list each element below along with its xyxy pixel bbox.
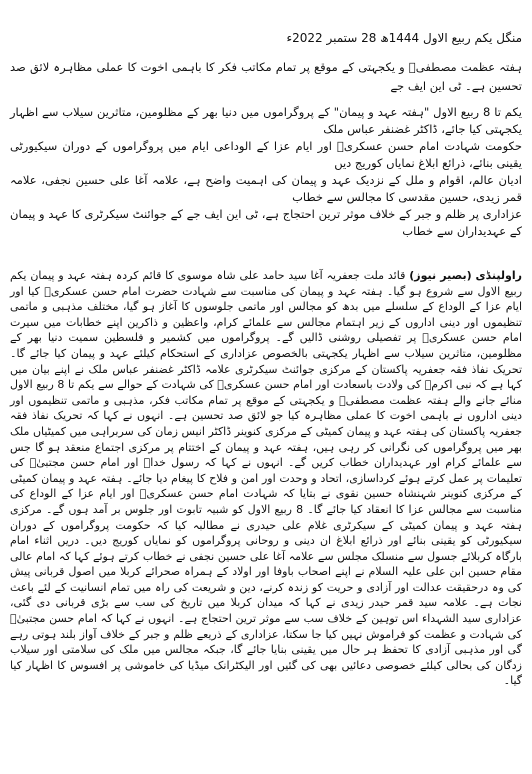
lead-paragraph: یکم تا 8 ربیع الاول "ہفتہ عہد و پیمان" کے پروگراموں میں دنیا بھر کے مظلومین، متاثرین سیلاب سے اظہار یکجہتی کیا جائے، ڈاکٹر غضنفر عباس ملک: [10, 105, 522, 136]
section-gap: [10, 240, 522, 268]
lead-block: [10, 104, 522, 240]
main-headline: ہفتہ عظمت مصطفیؐ و یکجہتی کے موقع پر تمام مکاتب فکر کا باہمی اخوت کا عملی مظاہرہ لائق صد تحسین ہے۔ ٹی این ایف جے: [10, 60, 522, 93]
lead-paragraph: عزاداری پر ظلم و جبر کے خلاف موثر ترین احتجاج ہے، ٹی این ایف جے کے جوائنٹ سیکرٹری کا عہد و پیمان کے عہدیداران سے خطاب: [10, 207, 522, 238]
story-body-block: [10, 268, 522, 689]
lead-paragraph: ادیان عالم، اقوام و ملل کے نزدیک عہد و پیمان کی اہمیت واضح ہے، علامہ آغا علی حسین نجفی، علامہ قمر زیدی، حسین مقدسی کا مجالس سے خطاب: [10, 173, 522, 204]
issue-dateline: منگل یکم ربیع الاول 1444ھ 28 ستمبر 2022ء: [286, 31, 522, 45]
story-location: راولپنڈی: [475, 269, 522, 282]
story-body: قائد ملت جعفریہ آغا سید حامد علی شاہ موسوی کا قائم کردہ ہفتہ عہد و پیمان یکم ربیع الاول سے شروع ہو گیا۔ ہفتہ عہد و پیمان کی مناسبت سے شہادت حضرت امام حسن عسکریؑ کیا اور ایام عزا کے الوداع کے سلسلے میں بدھ کو مجالس اور ماتمی جلوسوں کا آغاز ہو گیا، مختلف مذہبی و ماتمی تنظیموں اور دینی اداروں کے زیر اہتمام مجالس سے علمائے کرام، واعظین و ذاکرین اپنے خطابات میں سیرت امام حسن عسکریؑ پر تفصیلی روشنی ڈالیں گے۔ پروگراموں میں کشمیر و فلسطین سمیت دنیا بھر کے مظلومین، متاثرین سیلاب سے اظہار یکجہتی بالخصوص عزاداری کے استحکام کیلئے عہد و پیمان کیا جائے گا۔ تحریک نفاذ فقہ جعفریہ پاکستان کے مرکزی جوائنٹ سیکرٹری علامہ ڈاکٹر غضنفر عباس ملک نے اپنے بیان میں کہا ہے کہ نبی اکرمؐ کی ولادت باسعادت اور امام حسن عسکریؑ کی شہادت کے حوالے سے یکم تا 8 ربیع الاول منائے جانے والے ہفتہ عظمت مصطفیؐ و یکجہتی کے موقع پر تمام مکاتب فکر، مذہبی و ماتمی تنظیموں اور دینی اداروں نے باہمی اخوت کا عملی مظاہرہ کیا جو لائق صد تحسین ہے۔ انہوں نے کہا کہ تحریک نفاذ فقہ جعفریہ پاکستان کی ہفتہ عہد و پیمان کمیٹی کے مرکزی کنوینر ڈاکٹر انیس زمان کی سربراہی میں کمیٹیاں ملک بھر میں پروگراموں کی نگرانی کر رہی ہیں، ہفتہ عہد و پیمان کے اختتام پر مرکزی اجتماع منعقد ہو گا جس سے علمائے کرام اور عہدیداران خطاب کریں گے۔ انہوں نے کہا کہ رسول خداؐ اور امام حسن مجتبیٰؑ کی تعلیمات پر عمل کرتے ہوئے کرداسازی، اتحاد و وحدت اور امن و فلاح کا پیغام دیا جائے۔ ہفتہ عہد و پیمان کمیٹی کے مرکزی کنوینر شہنشاہ حسین نقوی نے بتایا کہ شہادت امام حسن عسکریؑ اور ایام عزا کے الوداع کی مناسبت سے مجالس عزا کا انعقاد کیا جائے گا۔ 8 ربیع الاول کو شبیہ تابوت اور جلوس بر آمد ہوں گے۔ مرکزی ہفتہ عہد و پیمان کمیٹی کے سیکرٹری غلام علی حیدری نے مطالبہ کیا کہ حکومت پروگراموں کے دوران سیکیورٹی کو یقینی بنائے اور ذرائع ابلاغ ان دینی و روحانی پروگراموں کو نمایاں کوریج دیں۔ دریں اثناء امام بارگاہ کربلائے جسول سے منسلک مجلس سے علامہ آغا علی حسین نجفی نے خطاب کرتے ہوئے کہا کہ امام عالی مقام حسین ابن علی علیہ السلام نے اپنے اصحاب باوفا اور اولاد کے ہمراہ صحرائے کربلا میں اصول قربانی پیش کی وہ درحقیقت عدالت اور آزادی و حریت کو زندہ کرنے، دین و شریعت کی راہ میں تمام انسانیت کے لئے باعث نجات ہے۔ علامہ سید قمر حیدر زیدی نے کہا کہ میدان کربلا میں تاریخ کی سب سے بڑی قربانی دی گئی، عزاداری سید الشہداء اس توہین کے خلاف سب سے موثر ترین احتجاج ہے۔ انہوں نے کہا کہ امام حسن مجتبیٰؑ کی شہادت و عظمت کو فراموش نہیں کیا جا سکتا، عزاداری کے ذریعے ظلم و جبر کے خلاف آواز بلند ہوتی رہے گی اور مذہبی آزادی کا تحفظ ہر حال میں یقینی بنایا جائے گا، جبکہ مجالس میں ملک کی سلامتی اور سیلاب زدگان کی بحالی کیلئے خصوصی دعائیں بھی کی گئیں اور الیکٹرانک میڈیا کی خاموشی پر افسوس کا اظہار کیا گیا۔: [10, 269, 523, 688]
story-agency: (بصیر نیوز): [409, 269, 472, 282]
lead-paragraph: حکومت شہادت امام حسن عسکریؑ اور ایام عزا کے الوداعی ایام میں پروگراموں کے دوران سیکیورٹی یقینی بنائے، ذرائع ابلاغ نمایاں کوریج دیں: [10, 139, 522, 170]
